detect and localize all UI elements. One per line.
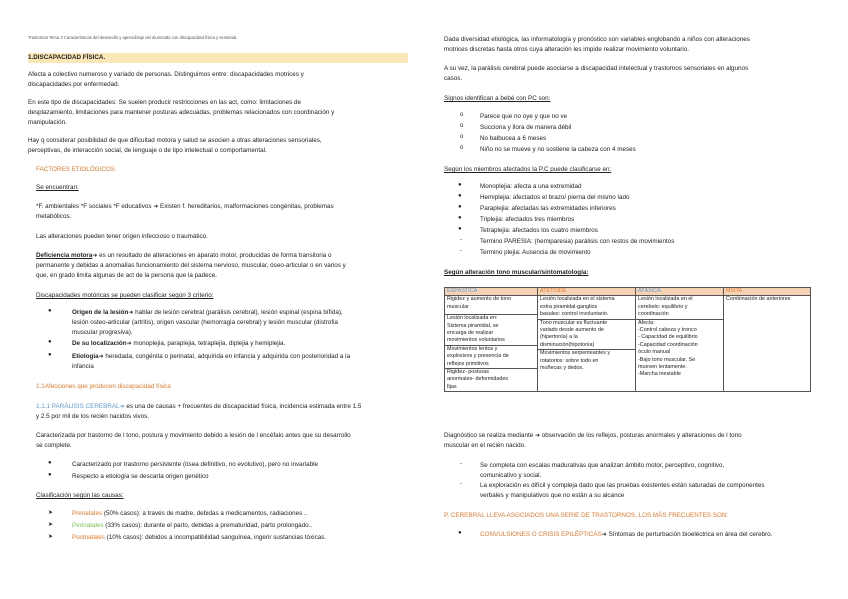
circle-bullet-icon: o xyxy=(460,145,464,151)
list-item: Caracterizado por trastorno persistente (ósea definitivo, no evolutivo), pero no invariable xyxy=(72,461,319,468)
table-cell: Combinación de anteriores xyxy=(724,296,811,392)
list-item: Tetraplejia: afectados los cuatro miembros xyxy=(480,227,598,234)
paragraph: Deficiencia motora➜ es un resultado de alteraciones en aparato motor, producidas de forma transitoria o xyxy=(36,252,332,259)
list-item: Termino PARESIA: (hemiparesia) parálisis con restos de movimientos xyxy=(480,238,675,245)
table-header-row xyxy=(445,288,811,296)
subheading: Según alteración tono muscular/sintomatología: xyxy=(444,269,589,276)
subheading: Discapacidades motóricas se pueden clasificar según 3 criterio: xyxy=(36,292,214,299)
bullet-icon: ● xyxy=(48,339,52,345)
list-item: Perinatales (33% casos): durante el parto, debidas a prematuridad, parto prolongado.. xyxy=(72,522,313,529)
paragraph: muscular en el recién nacido. xyxy=(444,442,526,449)
table-cell: Lesión localizada en el cerebelo: equilibrio y coordinación Afecta: -Control cabeza y tronco - Capacidad de equilibrio -Capacidad coordinación óculo manual -Bajo tono muscular. Se mueven lentamente. -Marcha inestable xyxy=(636,296,724,392)
arrow-icon: ➜ xyxy=(535,433,541,439)
dash-bullet-icon: - xyxy=(460,237,462,243)
bullet-icon: ● xyxy=(458,226,462,232)
paragraph: Caracterizada por trastorno de l tono, postura y movimiento debido a lesión de l encéfalo antes que su desarrollo xyxy=(36,432,351,439)
arrow-icon: ➜ xyxy=(119,404,125,410)
list-item: Parece que no oye y que no ve xyxy=(480,113,568,120)
list-item-line: lesión osteo-articular (artritis), origen vascular (hemorragia cerebral) y lesión muscular (distrofia xyxy=(72,319,338,326)
arrow-icon: ➜ xyxy=(128,310,134,316)
dash-bullet-icon: - xyxy=(460,481,462,487)
paragraph: 1.1.1 PARÁLISIS CEREBRAL➜ es una de causas + frecuentes de discapacidad física, incidencia estimada entre 1.5 xyxy=(36,403,362,410)
bullet-icon: ● xyxy=(458,193,462,199)
list-item: Monoplejia: afecta a una extremidad xyxy=(480,183,582,190)
table-cell: Lesión localizada en el sistema extra piramidal-ganglios basales: control involuntario. Tono muscular es fluctuante variado desde aumento de (hipertonía) a la disminución(hipotonía) Movimientos serpenteantes y rotatorios: sobre todo en muñecas y dedos. xyxy=(538,296,636,392)
dash-bullet-icon: - xyxy=(460,461,462,467)
list-item: Se completa con escalas madurativas que analizan ámbito motor, perceptivo, cognitivo, xyxy=(480,462,725,469)
circle-bullet-icon: o xyxy=(460,123,464,129)
paragraph: Dada diversidad etiológica, las informatología y pronóstico son variables englobando a niños con alteraciones xyxy=(444,36,750,43)
circle-bullet-icon: o xyxy=(460,134,464,140)
paragraph: *F. ambientales *F sociales *F educativos ➜ Existen f. hereditarios, malformaciones congénitas, problemas xyxy=(36,203,334,210)
paragraph: manipulación. xyxy=(28,119,67,126)
arrow-icon: ➜ xyxy=(126,341,132,347)
header-note: Trastornos Tema 3 Características del desarrollo y aprendizaje del alumnado con discapacidad física y sensorial. xyxy=(28,35,238,40)
bullet-icon: ● xyxy=(458,182,462,188)
bullet-icon: ● xyxy=(458,215,462,221)
dash-bullet-icon: - xyxy=(460,248,462,254)
list-item: De su localización➜ monoplejia, paraplejia, tetraplejia, diplejia y hemiplejia. xyxy=(72,340,286,347)
paragraph: Diagnóstico se realiza mediante ➜ observación de los reflejos, posturas anormales y alteraciones de l tono xyxy=(444,432,742,439)
bullet-icon: ● xyxy=(48,308,52,314)
list-item: Succiona y llora de manera débil xyxy=(480,124,572,131)
paragraph: y 2.5 por mil de los recién nacidos vivos. xyxy=(36,413,150,420)
subsection-title: 1.1Afecciones que producen discapacidad física xyxy=(36,383,171,390)
circle-bullet-icon: o xyxy=(460,112,464,118)
table-cell: Rigidez y aumento de tono muscular Lesión localizada en: Sistema piramidal, se encarga de realizar movimientos voluntarios Movimientos lentos y explosivos y presencia de reflejos primitivos Rigidez- posturas anormales- deformidades fijas xyxy=(445,296,538,392)
paragraph: Hay q considerar posibilidad de que dificultad motora y salud se asocien a otras alteraciones sensoriales, xyxy=(28,137,322,144)
list-item: Etiología➜ heredada, congénita o perinatal, adquirida en infancia y adquirida con posterioridad a la xyxy=(72,353,351,360)
list-item: La exploración es difícil y compleja dado que las pruebas existentes están saturadas de componentes xyxy=(480,482,765,489)
list-item: Postnatales (10% casos): debidos a incompatibilidad sanguínea, ingerir sustancias tóxicas. xyxy=(72,534,327,541)
paragraph: casos. xyxy=(444,75,463,82)
paragraph: se complete. xyxy=(36,442,72,449)
list-item: Termino plejia: Ausencia de movimiento xyxy=(480,249,591,256)
list-item-line: comunicativo y social. xyxy=(480,472,542,479)
subsection-title: P. CEREBRAL LLEVA ASOCIADOS UNA SERIE DE TRASTORNOS, LOS MÁS FRECUENTES SON: xyxy=(444,512,729,519)
paragraph: En este tipo de discapacidades: Se suelen producir restricciones en las act, como: limitaciones de xyxy=(28,99,302,106)
arrow-bullet-icon: ➤ xyxy=(48,534,54,540)
list-item: Hemiplejia: afectados el brazo/ pierna del mismo lado xyxy=(480,194,630,201)
table-header-cell: ATETOIDE xyxy=(538,288,636,296)
paragraph: Afecta a colectivo numeroso y variado de personas. Distinguimos entre: discapacidades motrices y xyxy=(28,71,304,78)
paragraph: que, en grado limita algunas de act de la persona que la padece. xyxy=(36,272,217,279)
table-header-cell: ESPÁSTICA xyxy=(445,288,538,296)
section-title: 1.DISCAPACIDAD FÍSICA. xyxy=(28,53,408,63)
bullet-icon: ● xyxy=(458,204,462,210)
table-row xyxy=(445,296,811,392)
list-item: Origen de la lesión➜ hablar de lesión cerebral (parálisis cerebral), lesión espinal (espina bífida), xyxy=(72,309,343,316)
paragraph: discapacidades por enfermedad. xyxy=(28,81,120,88)
arrow-bullet-icon: ➤ xyxy=(48,510,54,516)
bullet-icon: ● xyxy=(48,460,52,466)
paragraph: motrices discretas hasta otros cuya alteración les impide realizar movimiento voluntario. xyxy=(444,46,689,53)
list-item: CONVULSIONES O CRISIS EPILÉPTICAS➜ Síntomas de perturbación bioeléctrica en área del cerebro. xyxy=(480,531,773,538)
paragraph: metabólicos. xyxy=(36,213,72,220)
list-item-line: infancia xyxy=(72,363,94,370)
subheading: Según los miembros afectados la P.C puede clasificarse en: xyxy=(444,166,612,173)
bullet-icon: ● xyxy=(48,352,52,358)
subheading: Clasificación según las causas: xyxy=(36,492,124,499)
arrow-icon: ➜ xyxy=(98,354,104,360)
arrow-icon: ➜ xyxy=(601,532,607,538)
list-item: Respecto a etiología se descarta origen genético xyxy=(72,473,209,480)
bullet-icon: ● xyxy=(458,530,462,536)
paragraph: A su vez, la parálisis cerebral puede asociarse a discapacidad intelectual y trastornos sensoriales en algunos xyxy=(444,65,749,72)
muscle-tone-table xyxy=(444,287,811,392)
arrow-bullet-icon: ➤ xyxy=(48,522,54,528)
subsection-title: FACTORES ETIOLÓGICOS xyxy=(36,166,115,173)
arrow-icon: ➜ xyxy=(92,253,98,259)
list-item: Paraplejia: afectadas las extremidades inferiores xyxy=(480,205,616,212)
paragraph: desplazamiento, limitaciones para mantener posturas adecuadas, problemas relacionados con coordinación y xyxy=(28,109,335,116)
bullet-icon: ● xyxy=(48,472,52,478)
list-item: Prenatales (50% casos): a través de madre, debidas a medicamentos, radiaciones .. xyxy=(72,510,308,517)
list-item: Niño no se mueve y no sostiene la cabeza con 4 meses xyxy=(480,146,636,153)
paragraph: perceptivas, de interacción social, de lenguaje o de tipo intelectual o comportamental. xyxy=(28,147,267,154)
list-item: Triplejia: afectados tres miembros xyxy=(480,216,575,223)
table-header-cell: MIXTA xyxy=(724,288,811,296)
list-item-line: muscular progresiva). xyxy=(72,329,133,336)
paragraph: permanente y debidas a anomalías funcionamiento del sistema nervioso, muscular, óseo-articular o en varios y xyxy=(36,262,346,269)
table-header-cell: ATÁXICA xyxy=(636,288,724,296)
subheading: Se encuentran: xyxy=(36,184,79,191)
list-item-line: verbales y manipulativos que no están a su alcance xyxy=(480,492,625,499)
list-item: No balbucea a 6 meses xyxy=(480,135,547,142)
subheading: Signos identifican a bebé con PC son: xyxy=(444,95,551,102)
paragraph: Las alteraciones pueden tener origen infeccioso o traumático. xyxy=(36,233,208,240)
arrow-icon: ➜ xyxy=(153,204,159,210)
